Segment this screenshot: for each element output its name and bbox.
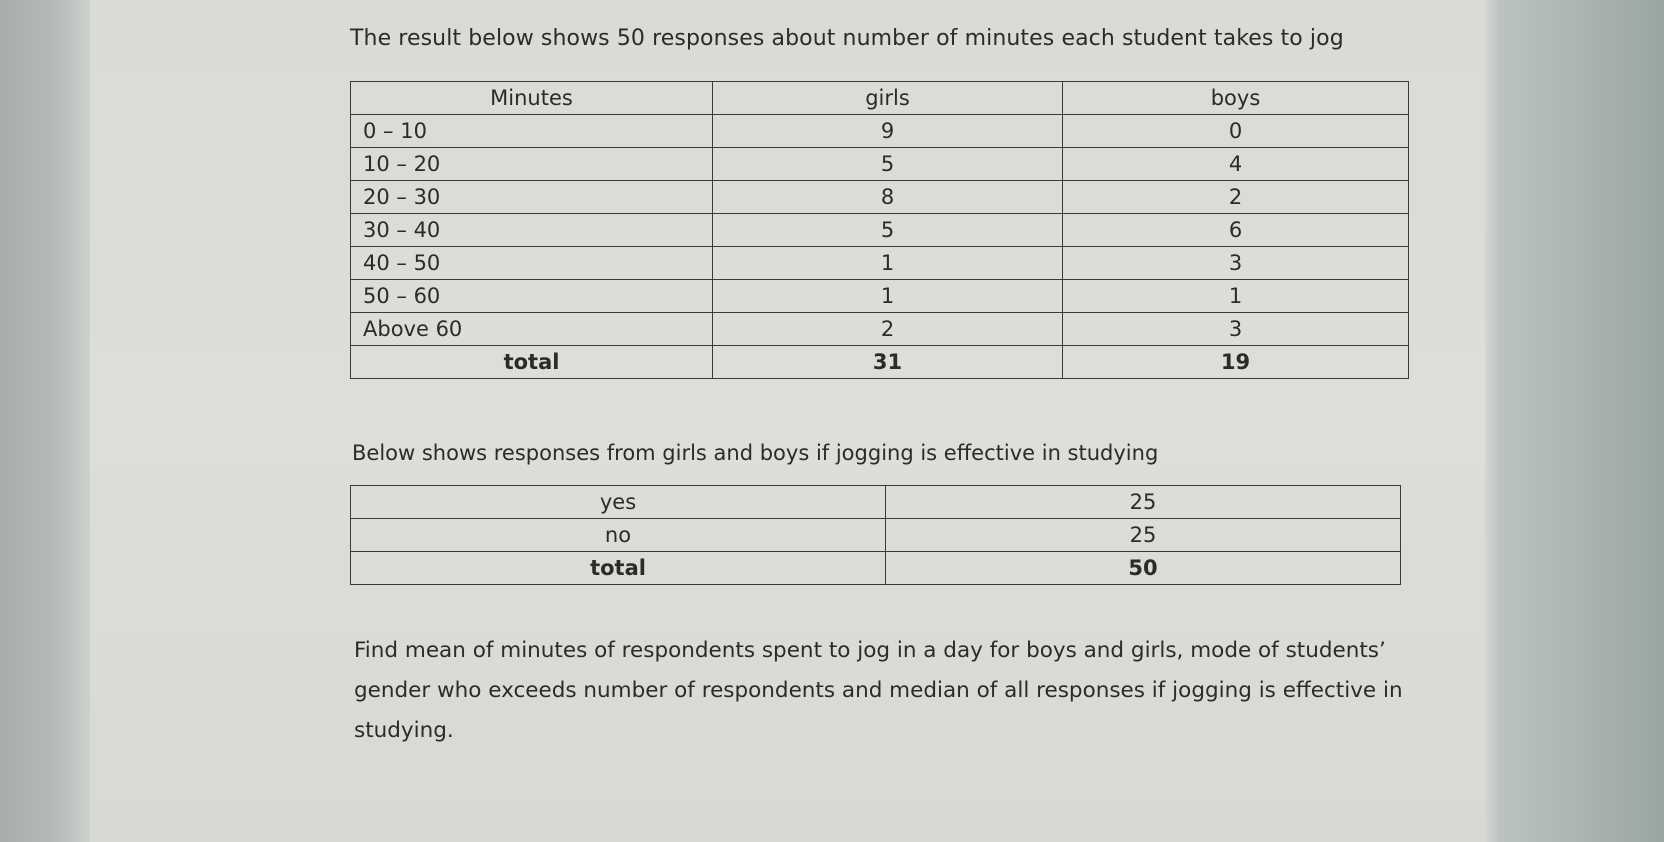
- header-boys: boys: [1063, 82, 1409, 115]
- subheading: Below shows responses from girls and boys if jogging is effective in studying: [352, 441, 1159, 465]
- boys-cell: 4: [1063, 148, 1409, 181]
- table-row: [351, 313, 1409, 346]
- response-label: no: [351, 519, 886, 552]
- table-row: [351, 115, 1409, 148]
- table-total-row: [351, 346, 1409, 379]
- boys-cell: 3: [1063, 247, 1409, 280]
- table-header-row: [351, 82, 1409, 115]
- question-text: Find mean of minutes of respondents spent to jog in a day for boys and girls, mode of students’ gender who exceeds number of respondents and median of all responses if jogging is effective in studying.: [354, 638, 1403, 743]
- table-row: [351, 519, 1401, 552]
- header-minutes: Minutes: [351, 82, 713, 115]
- girls-cell: 1: [713, 280, 1063, 313]
- table-row: [351, 214, 1409, 247]
- response-value: 25: [886, 519, 1401, 552]
- jogging-effective-table: [350, 485, 1401, 585]
- girls-total: 31: [713, 346, 1063, 379]
- girls-cell: 5: [713, 148, 1063, 181]
- boys-cell: 0: [1063, 115, 1409, 148]
- total-label: total: [351, 552, 886, 585]
- minutes-cell: 20 – 30: [351, 181, 713, 214]
- response-value: 25: [886, 486, 1401, 519]
- table-row: [351, 486, 1401, 519]
- document-page: [90, 0, 1485, 842]
- table-total-row: [351, 552, 1401, 585]
- boys-cell: 2: [1063, 181, 1409, 214]
- boys-cell: 6: [1063, 214, 1409, 247]
- minutes-cell: Above 60: [351, 313, 713, 346]
- response-label: yes: [351, 486, 886, 519]
- total-value: 50: [886, 552, 1401, 585]
- girls-cell: 8: [713, 181, 1063, 214]
- boys-cell: 3: [1063, 313, 1409, 346]
- table-row: [351, 148, 1409, 181]
- heading: The result below shows 50 responses about number of minutes each student takes to jog: [350, 26, 1344, 51]
- girls-cell: 1: [713, 247, 1063, 280]
- girls-cell: 2: [713, 313, 1063, 346]
- minutes-cell: 40 – 50: [351, 247, 713, 280]
- minutes-cell: 30 – 40: [351, 214, 713, 247]
- header-girls: girls: [713, 82, 1063, 115]
- boys-total: 19: [1063, 346, 1409, 379]
- table-row: [351, 280, 1409, 313]
- minutes-cell: 50 – 60: [351, 280, 713, 313]
- table-row: [351, 181, 1409, 214]
- girls-cell: 5: [713, 214, 1063, 247]
- document-content: [350, 26, 1410, 751]
- boys-cell: 1: [1063, 280, 1409, 313]
- jog-minutes-table: [350, 81, 1409, 379]
- total-label: total: [351, 346, 713, 379]
- table-row: [351, 247, 1409, 280]
- girls-cell: 9: [713, 115, 1063, 148]
- minutes-cell: 10 – 20: [351, 148, 713, 181]
- minutes-cell: 0 – 10: [351, 115, 713, 148]
